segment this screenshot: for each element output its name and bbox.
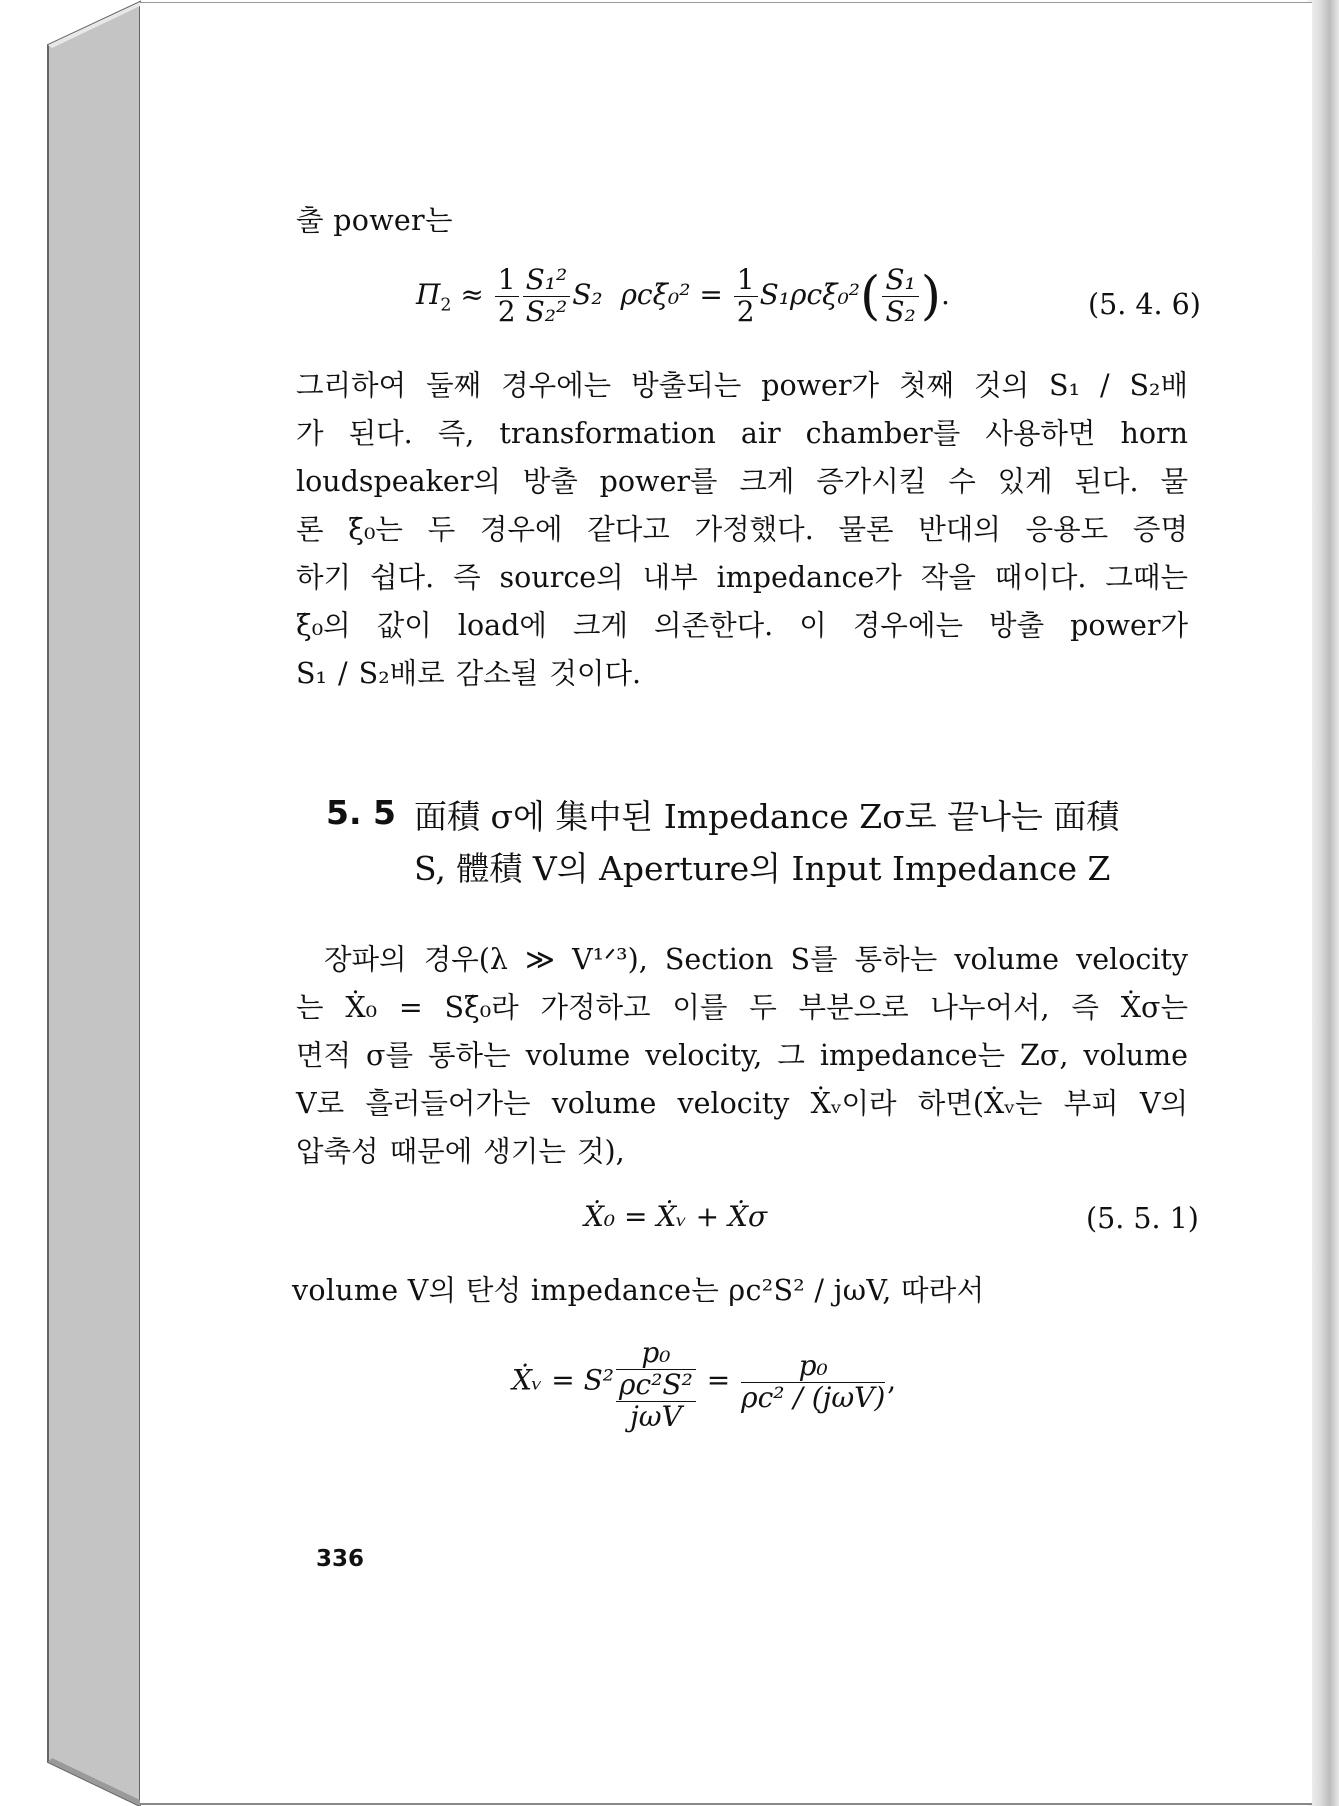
fraction-p0-over-stiffness: p₀ ρc²S² jωV [616,1338,696,1432]
eq-xv-lhs: Ẋᵥ = S² [512,1363,615,1397]
fraction-s1-s2-squared: $\frac{\text{S₁²}}{\text{S₂²}}$ [523,265,571,328]
eq-equals-2: = [706,1363,731,1397]
page-number: 336 [316,1546,365,1572]
section-title-line-2: S, 體積 V의 Aperture의 Input Impedance Z [414,849,1111,888]
page-edge-shading [1308,0,1339,1806]
eq-pi: Π [416,277,441,311]
intro-line: 출 power는 [296,204,453,237]
paragraph-3: volume V의 탄성 impedance는 ρc²S² / jωV, 따라서 [292,1274,985,1307]
eq-xi0-squared-2: ξ̇₀² [822,277,861,311]
fraction-s1-over-s2: $\frac{\text{S₁}}{\text{S₂}}$ [882,265,918,328]
paragraph-1-line: loudspeaker의 방출 power를 크게 증가시킬 수 있게 된다. 물 [296,465,1188,498]
paragraph-1 [296,362,1188,698]
paragraph-2-line: 장파의 경우(λ ≫ V¹ᐟ³), Section S를 통하는 volume velocity [324,943,1188,976]
paragraph-2-line: 면적 σ를 통하는 volume velocity, 그 impedance는 Zσ, volume [296,1039,1188,1072]
eq-rhoc: ρc [620,277,653,311]
book-spine-shading [0,0,145,1806]
paragraph-1-line: S₁ / S₂배로 감소될 것이다. [296,657,642,690]
paragraph-1-line: 그리하여 둘째 경우에는 방출되는 power가 첫째 것의 S₁ / S₂배 [296,369,1188,402]
equation-number-5-4-6: (5. 4. 6) [1088,288,1201,321]
eq-s2: S₂ [572,277,603,311]
eq-xi0-squared: ξ̇₀² [652,277,691,311]
equation-5-4-6: $\Pi_2$ ≈ $\frac{1}{2}$ $\frac{\text{S₁²}}{\text{S₂²}}$ S₂ ρcξ̇₀² = $\frac{1}{2}$ S₁ρcξ̇₀²( $\frac{\text{S₁}}{\text{S₂}}$ ). [416,263,950,328]
paragraph-2-line: V로 흘러들어가는 volume velocity Ẋᵥ이라 하면(Ẋᵥ는 부피 V의 [296,1087,1188,1120]
eq-s1rhoc: S₁ρc [759,277,823,311]
fraction-p0-over-rhoc2: $\frac{\text{p₀}}{\text{ρc² / (jωV)}}$ [741,1348,886,1414]
paragraph-1-line: ξ̇₀의 값이 load에 크게 의존한다. 이 경우에는 방출 power가 [296,609,1188,642]
paragraph-2 [296,936,1188,1176]
equation-number-5-5-1: (5. 5. 1) [1086,1202,1199,1235]
eq-equals: = [699,277,723,311]
fraction-half-2: $\frac{1}{2}$ [734,265,758,328]
paragraph-1-line: 가 된다. 즉, transformation air chamber를 사용하면 horn [296,417,1188,450]
eq-approx: ≈ [460,277,484,311]
section-title-line-1: 面積 σ에 集中된 Impedance Zσ로 끝나는 面積 [414,797,1120,836]
paragraph-2-line: 는 Ẋ₀ = Sξ̇₀라 가정하고 이를 두 부분으로 나누어서, 즉 Ẋσ는 [296,991,1188,1024]
section-number: 5. 5 [326,793,396,832]
fraction-half: $\frac{1}{2}$ [495,265,519,328]
paragraph-1-line: 하기 쉽다. 즉 source의 내부 impedance가 작을 때이다. 그때는 [296,561,1188,594]
eq-comma: , [887,1363,897,1397]
equation-xv [512,1338,896,1432]
paragraph-2-line: 압축성 때문에 생기는 것), [296,1135,625,1168]
equation-5-5-1: Ẋ₀ = Ẋᵥ + Ẋσ [584,1200,768,1233]
paragraph-1-line: 론 ξ̇₀는 두 경우에 같다고 가정했다. 물론 반대의 응용도 증명 [296,513,1188,546]
